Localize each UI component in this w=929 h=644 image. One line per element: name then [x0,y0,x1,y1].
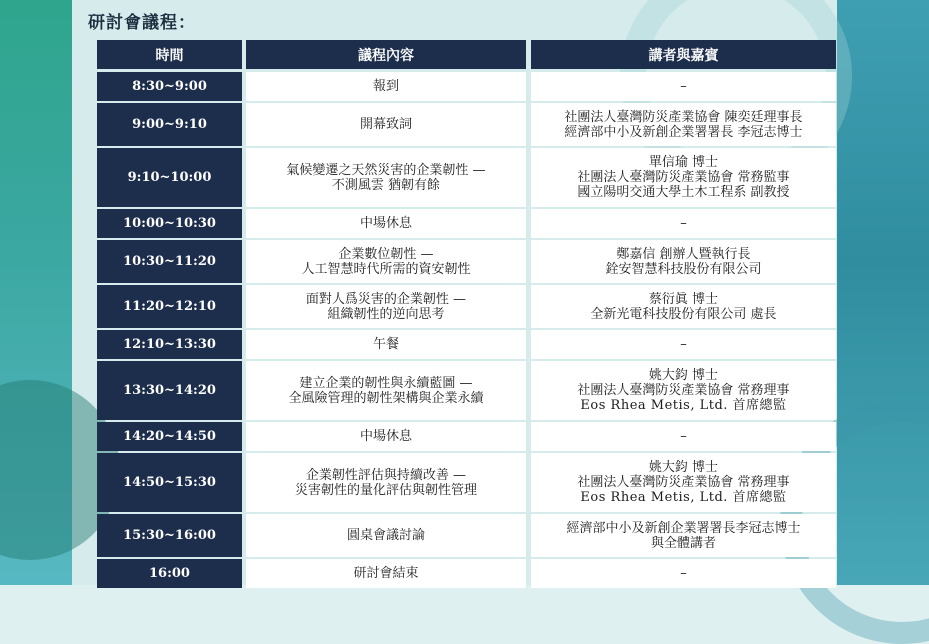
speaker-cell [531,330,836,359]
topic-cell [246,361,526,420]
speaker-cell-line: Eos Rhea Metis, Ltd. 首席總監 [580,490,787,505]
header-speakers: 講者與嘉賓 [531,40,836,69]
speaker-cell [531,240,836,283]
topic-cell-line: 人工智慧時代所需的資安韌性 [301,261,471,277]
table-row [97,514,836,557]
table-row [97,559,836,588]
speaker-cell-line: 銓安智慧科技股份有限公司 [605,261,762,277]
speaker-cell [531,361,836,420]
topic-cell-line: 企業數位韌性 — [338,246,434,262]
time-cell: 9:00~9:10 [97,103,242,146]
speaker-cell-line: Eos Rhea Metis, Ltd. 首席總監 [580,398,787,413]
speaker-cell-line: 社團法人臺灣防災產業協會 常務理事 [577,475,790,490]
time-cell: 13:30~14:20 [97,361,242,420]
speaker-cell [531,148,836,207]
speaker-cell [531,559,836,588]
speaker-cell-line: – [680,337,687,352]
topic-cell-line: 開幕致詞 [359,117,412,132]
speaker-cell [531,103,836,146]
topic-cell-line: 午餐 [372,337,399,352]
speaker-cell [531,422,836,451]
topic-cell [246,103,526,146]
speaker-cell-line: 經濟部中小及新創企業署署長李冠志博士 [566,520,801,536]
topic-cell-line: 建立企業的韌性與永續藍圖 — [299,375,473,391]
table-row [97,103,836,146]
speaker-cell-line: – [680,566,687,581]
topic-cell [246,72,526,101]
table-row [97,330,836,359]
speaker-cell-line: – [680,79,687,94]
speaker-cell-line: – [680,429,687,444]
speaker-cell-line: 社團法人臺灣防災產業協會 陳奕廷理事長 [564,109,803,125]
speaker-cell-line: 鄭嘉信 創辦人暨執行長 [616,246,751,262]
speaker-cell-line: 經濟部中小及新創企業署署長 李冠志博士 [564,124,803,140]
time-cell: 9:10~10:00 [97,148,242,207]
topic-cell-line: 不測風雲 猶韌有餘 [331,177,441,193]
table-row [97,422,836,451]
time-cell: 10:00~10:30 [97,209,242,238]
topic-cell-line: 圓桌會議討論 [346,528,425,543]
header-time: 時間 [97,40,242,69]
topic-cell [246,453,526,512]
speaker-cell-line: 蔡衍眞 博士 [648,291,719,307]
topic-cell-line: 組織韌性的逆向思考 [327,306,445,322]
speaker-cell-line: 姚大鈞 博士 [648,368,719,383]
table-row [97,453,836,512]
speaker-cell [531,209,836,238]
speaker-cell-line: – [680,216,687,231]
speaker-cell [531,285,836,328]
time-cell: 12:10~13:30 [97,330,242,359]
topic-cell-line: 中場休息 [359,429,412,444]
agenda-heading: 研討會議程： [88,13,196,33]
speaker-cell [531,453,836,512]
time-cell: 14:50~15:30 [97,453,242,512]
topic-cell [246,209,526,238]
topic-cell [246,148,526,207]
speaker-cell-line: 與全體講者 [650,535,716,551]
table-body [97,72,836,588]
header-agenda: 議程內容 [246,40,526,69]
speaker-cell [531,72,836,101]
time-cell: 14:20~14:50 [97,422,242,451]
topic-cell-line: 全風險管理的韌性架構與企業永續 [288,390,484,406]
topic-cell-line: 氣候變遷之天然災害的企業韌性 — [286,162,486,178]
speaker-cell [531,514,836,557]
table-header [97,40,836,69]
topic-cell [246,240,526,283]
speaker-cell-line: 國立陽明交通大學土木工程系 副教授 [577,185,790,200]
table-row [97,209,836,238]
topic-cell-line: 面對人爲災害的企業韌性 — [305,291,467,307]
speaker-cell-line: 社團法人臺灣防災產業協會 常務監事 [577,170,790,185]
time-cell: 16:00 [97,559,242,588]
table-row [97,148,836,207]
speaker-cell-line: 單信瑜 博士 [648,155,719,170]
topic-cell [246,559,526,588]
topic-cell [246,514,526,557]
topic-cell-line: 企業韌性評估與持續改善 — [305,467,467,483]
time-cell: 8:30~9:00 [97,72,242,101]
topic-cell-line: 災害韌性的量化評估與韌性管理 [294,482,477,498]
topic-cell-line: 研討會結束 [353,566,419,581]
time-cell: 10:30~11:20 [97,240,242,283]
speaker-cell-line: 全新光電科技股份有限公司 處長 [590,306,777,322]
time-cell: 15:30~16:00 [97,514,242,557]
topic-cell-line: 報到 [372,79,399,94]
topic-cell-line: 中場休息 [359,216,412,231]
table-row [97,240,836,283]
speaker-cell-line: 姚大鈞 博士 [648,460,719,475]
table-row [97,361,836,420]
table-row [97,285,836,328]
agenda-table [97,40,836,590]
topic-cell [246,330,526,359]
table-row [97,72,836,101]
time-cell: 11:20~12:10 [97,285,242,328]
topic-cell [246,422,526,451]
topic-cell [246,285,526,328]
speaker-cell-line: 社團法人臺灣防災產業協會 常務理事 [577,383,790,398]
